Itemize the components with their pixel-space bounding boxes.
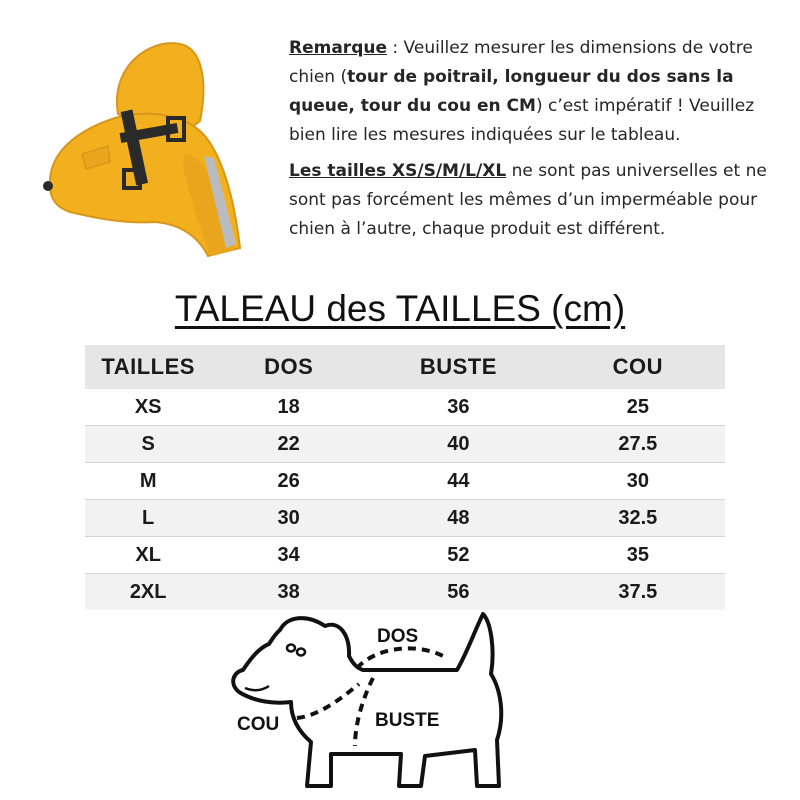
cell-size: XS xyxy=(134,395,162,418)
cell-dos: 30 xyxy=(211,500,366,537)
remark-measurements: tour de poitrail, longueur du dos sans la queue, tour du cou en CM xyxy=(289,67,734,116)
cell-cou: 27.5 xyxy=(551,426,725,463)
cell-cou: 25 xyxy=(626,395,649,418)
cell-cou: 35 xyxy=(551,537,725,574)
dog-mouth xyxy=(245,686,269,690)
header-tailles: TAILLES xyxy=(85,345,211,389)
dos-measure-line xyxy=(357,648,443,668)
cell-buste: 56 xyxy=(366,574,551,611)
dog-measurement-diagram xyxy=(225,608,525,800)
buste-label: BUSTE xyxy=(375,710,440,731)
cell-buste: 48 xyxy=(366,500,551,537)
cell-size: M xyxy=(85,463,211,500)
cell-buste: 44 xyxy=(366,463,551,500)
cou-measure-line xyxy=(297,684,359,718)
cell-size: XL xyxy=(85,537,211,574)
cell-cou: 30 xyxy=(551,463,725,500)
table-row xyxy=(85,463,725,500)
cell-dos: 38 xyxy=(211,574,366,611)
cell-buste: 36 xyxy=(447,395,470,418)
header-buste: BUSTE xyxy=(366,345,551,389)
table-row xyxy=(85,574,725,611)
yellow-dog-raincoat-image xyxy=(30,36,250,261)
cell-cou: 37.5 xyxy=(551,574,725,611)
dos-label: DOS xyxy=(377,626,419,647)
size-table-title: TALEAU des TAILLES (cm) xyxy=(174,288,626,329)
sizes-paragraph: Les tailles XS/S/M/L/XL ne sont pas universelles et ne sont pas forcément les mêmes d’un imperméable pour chien à l’autre, chaque produit est différent. xyxy=(289,161,767,239)
size-remark xyxy=(289,34,779,244)
buste-measure-line xyxy=(355,678,373,746)
remark-label: Remarque xyxy=(289,38,387,58)
sizes-label: Les tailles XS/S/M/L/XL xyxy=(289,161,507,181)
cell-size: S xyxy=(85,426,211,463)
cell-dos: 26 xyxy=(211,463,366,500)
cell-dos: 34 xyxy=(211,537,366,574)
remark-paragraph: Remarque : Veuillez mesurer les dimensions de votre chien (tour de poitrail, longueur du dos sans la queue, tour du cou en CM) c’est impératif ! Veuillez bien lire les mesures indiquées sur le tableau. xyxy=(289,38,755,145)
table-row xyxy=(85,426,725,463)
dog-nose-tip xyxy=(43,181,53,191)
dog-eye xyxy=(287,645,295,652)
cell-dos: 18 xyxy=(277,395,300,418)
header-dos: DOS xyxy=(211,345,366,389)
cell-cou: 32.5 xyxy=(551,500,725,537)
cell-buste: 40 xyxy=(366,426,551,463)
table-header-row xyxy=(85,345,725,389)
table-row xyxy=(85,500,725,537)
cell-size: 2XL xyxy=(85,574,211,611)
size-table xyxy=(85,345,725,610)
cou-label: COU xyxy=(237,714,280,735)
header-cou: COU xyxy=(551,345,725,389)
cell-buste: 52 xyxy=(366,537,551,574)
cell-size: L xyxy=(85,500,211,537)
table-row xyxy=(85,537,725,574)
dog-eye xyxy=(297,649,305,656)
dog-outline xyxy=(233,614,501,786)
table-row xyxy=(85,389,725,426)
cell-dos: 22 xyxy=(211,426,366,463)
